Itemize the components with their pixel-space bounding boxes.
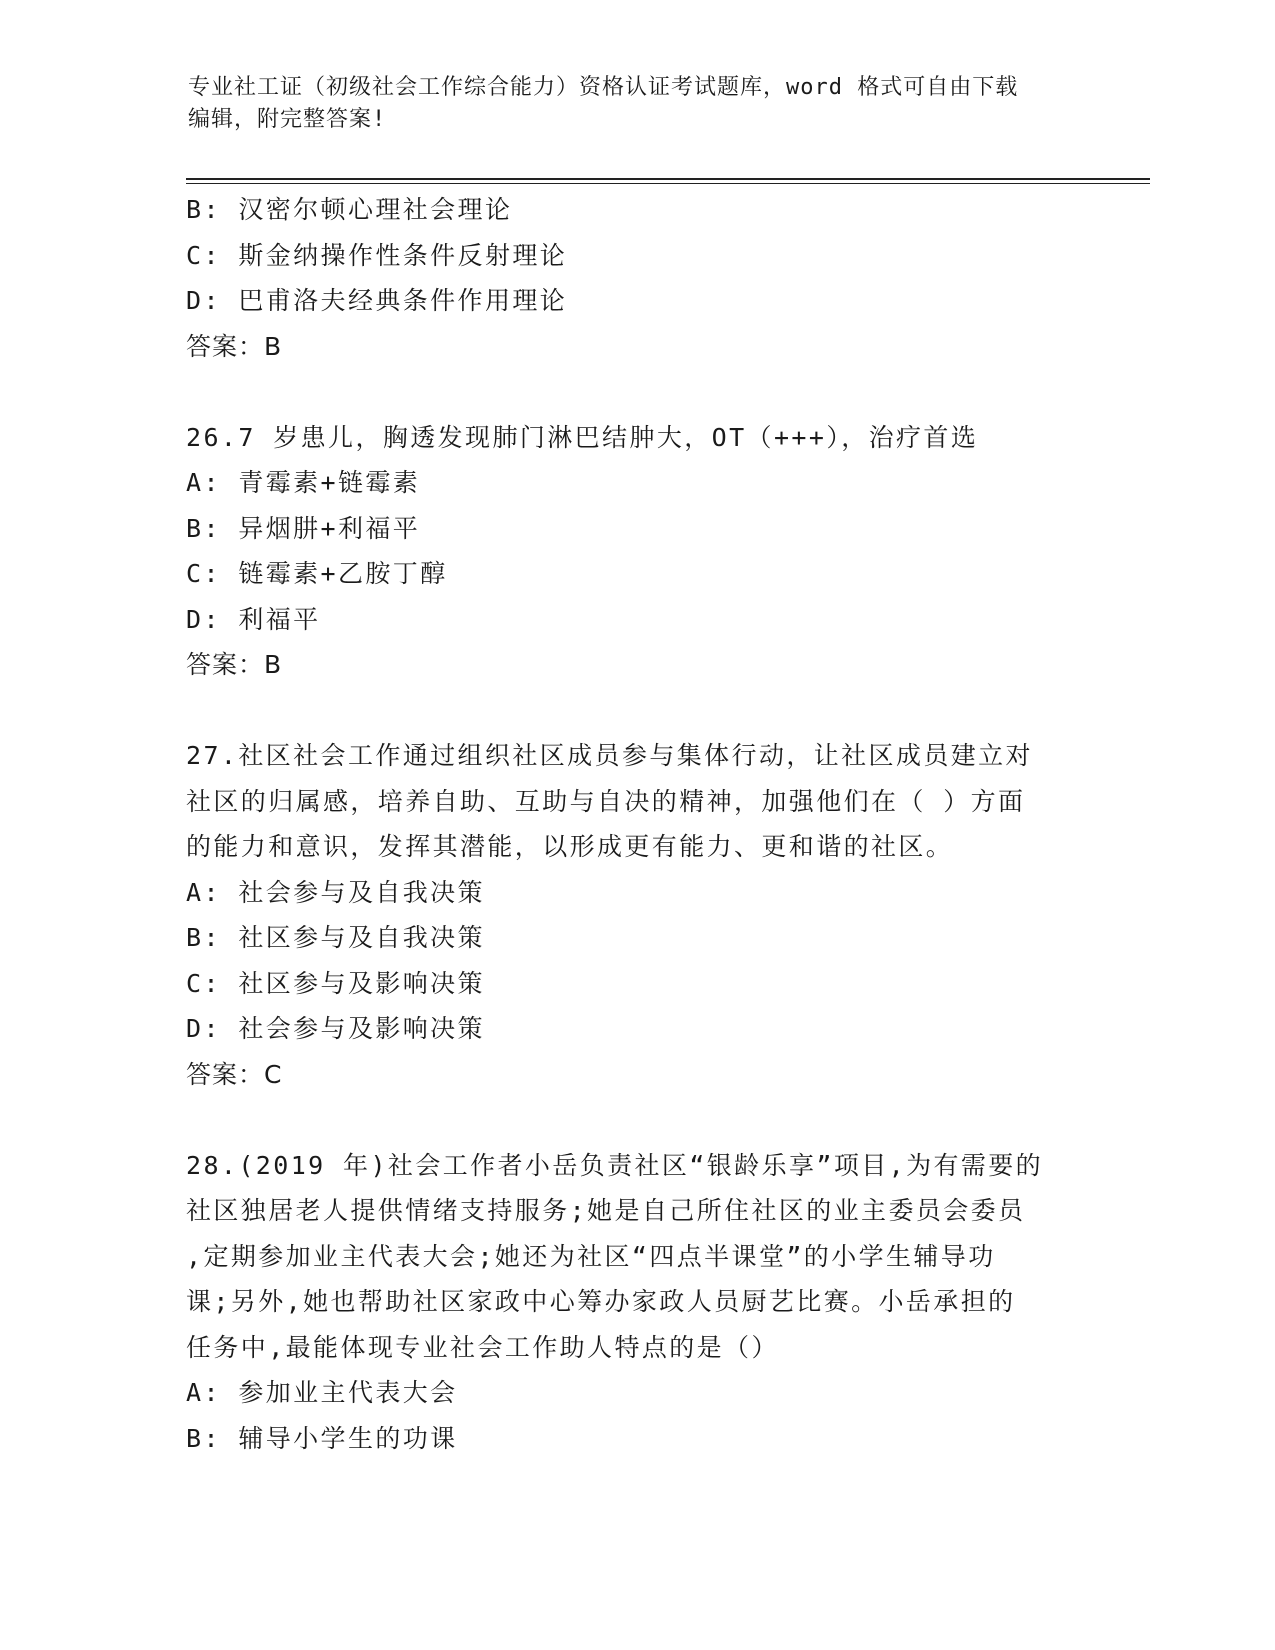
header-divider-thick — [186, 178, 1150, 180]
header-line-2: 编辑，附完整答案! — [188, 107, 387, 132]
option-a: A: 青霉素+链霉素 — [186, 468, 421, 497]
question-stem-line: 社区独居老人提供情绪支持服务;她是自己所住社区的业主委员会委员 — [186, 1196, 1026, 1225]
question-stem-line: 课;另外,她也帮助社区家政中心筹办家政人员厨艺比赛。小岳承担的 — [186, 1287, 1016, 1316]
option-c: C: 链霉素+乙胺丁醇 — [186, 559, 448, 588]
option-b: B: 辅导小学生的功课 — [186, 1423, 458, 1453]
option-b: B: 社区参与及自我决策 — [186, 923, 485, 952]
option-d: D: 社会参与及影响决策 — [186, 1014, 485, 1043]
spacer — [186, 1097, 1086, 1143]
question-stem: 26.7 岁患儿，胸透发现肺门淋巴结肿大，OT（+++），治疗首选 — [186, 422, 979, 452]
question-27 — [186, 733, 1086, 1097]
header-divider-thin — [186, 183, 1150, 184]
spacer — [186, 688, 1086, 734]
question-stem-line: 社区的归属感，培养自助、互助与自决的精神，加强他们在（ ）方面 — [186, 786, 1026, 816]
question-list — [186, 187, 1086, 1461]
question-stem-line: 的能力和意识，发挥其潜能，以形成更有能力、更和谐的社区。 — [186, 832, 954, 861]
question-stem-line: 28.(2019 年)社会工作者小岳负责社区“银龄乐享”项目,为有需要的 — [186, 1150, 1044, 1180]
option-a: A: 社会参与及自我决策 — [186, 877, 485, 907]
page-header — [188, 72, 1068, 136]
option-c: C: 社区参与及影响决策 — [186, 968, 485, 998]
question-28 — [186, 1143, 1086, 1462]
question-stem-line: ,定期参加业主代表大会;她还为社区“四点半课堂”的小学生辅导功 — [186, 1241, 996, 1271]
option-d: D: 利福平 — [186, 604, 321, 634]
option-c: C: 斯金纳操作性条件反射理论 — [186, 240, 568, 270]
question-26 — [186, 415, 1086, 688]
option-b: B: 汉密尔顿心理社会理论 — [186, 195, 513, 224]
question-25-continued — [186, 187, 1086, 369]
answer-label: 答案：B — [186, 650, 283, 679]
header-line-1: 专业社工证（初级社会工作综合能力）资格认证考试题库，word 格式可自由下载 — [188, 75, 1019, 100]
answer-label: 答案：B — [186, 331, 283, 361]
question-stem-line: 任务中,最能体现专业社会工作助人特点的是（） — [186, 1332, 779, 1362]
answer-label: 答案：C — [186, 1059, 283, 1089]
spacer — [186, 369, 1086, 415]
question-stem-line: 27.社区社会工作通过组织社区成员参与集体行动，让社区成员建立对 — [186, 741, 1033, 770]
option-b: B: 异烟肼+利福平 — [186, 513, 421, 543]
option-a: A: 参加业主代表大会 — [186, 1378, 458, 1407]
option-d: D: 巴甫洛夫经典条件作用理论 — [186, 286, 568, 315]
